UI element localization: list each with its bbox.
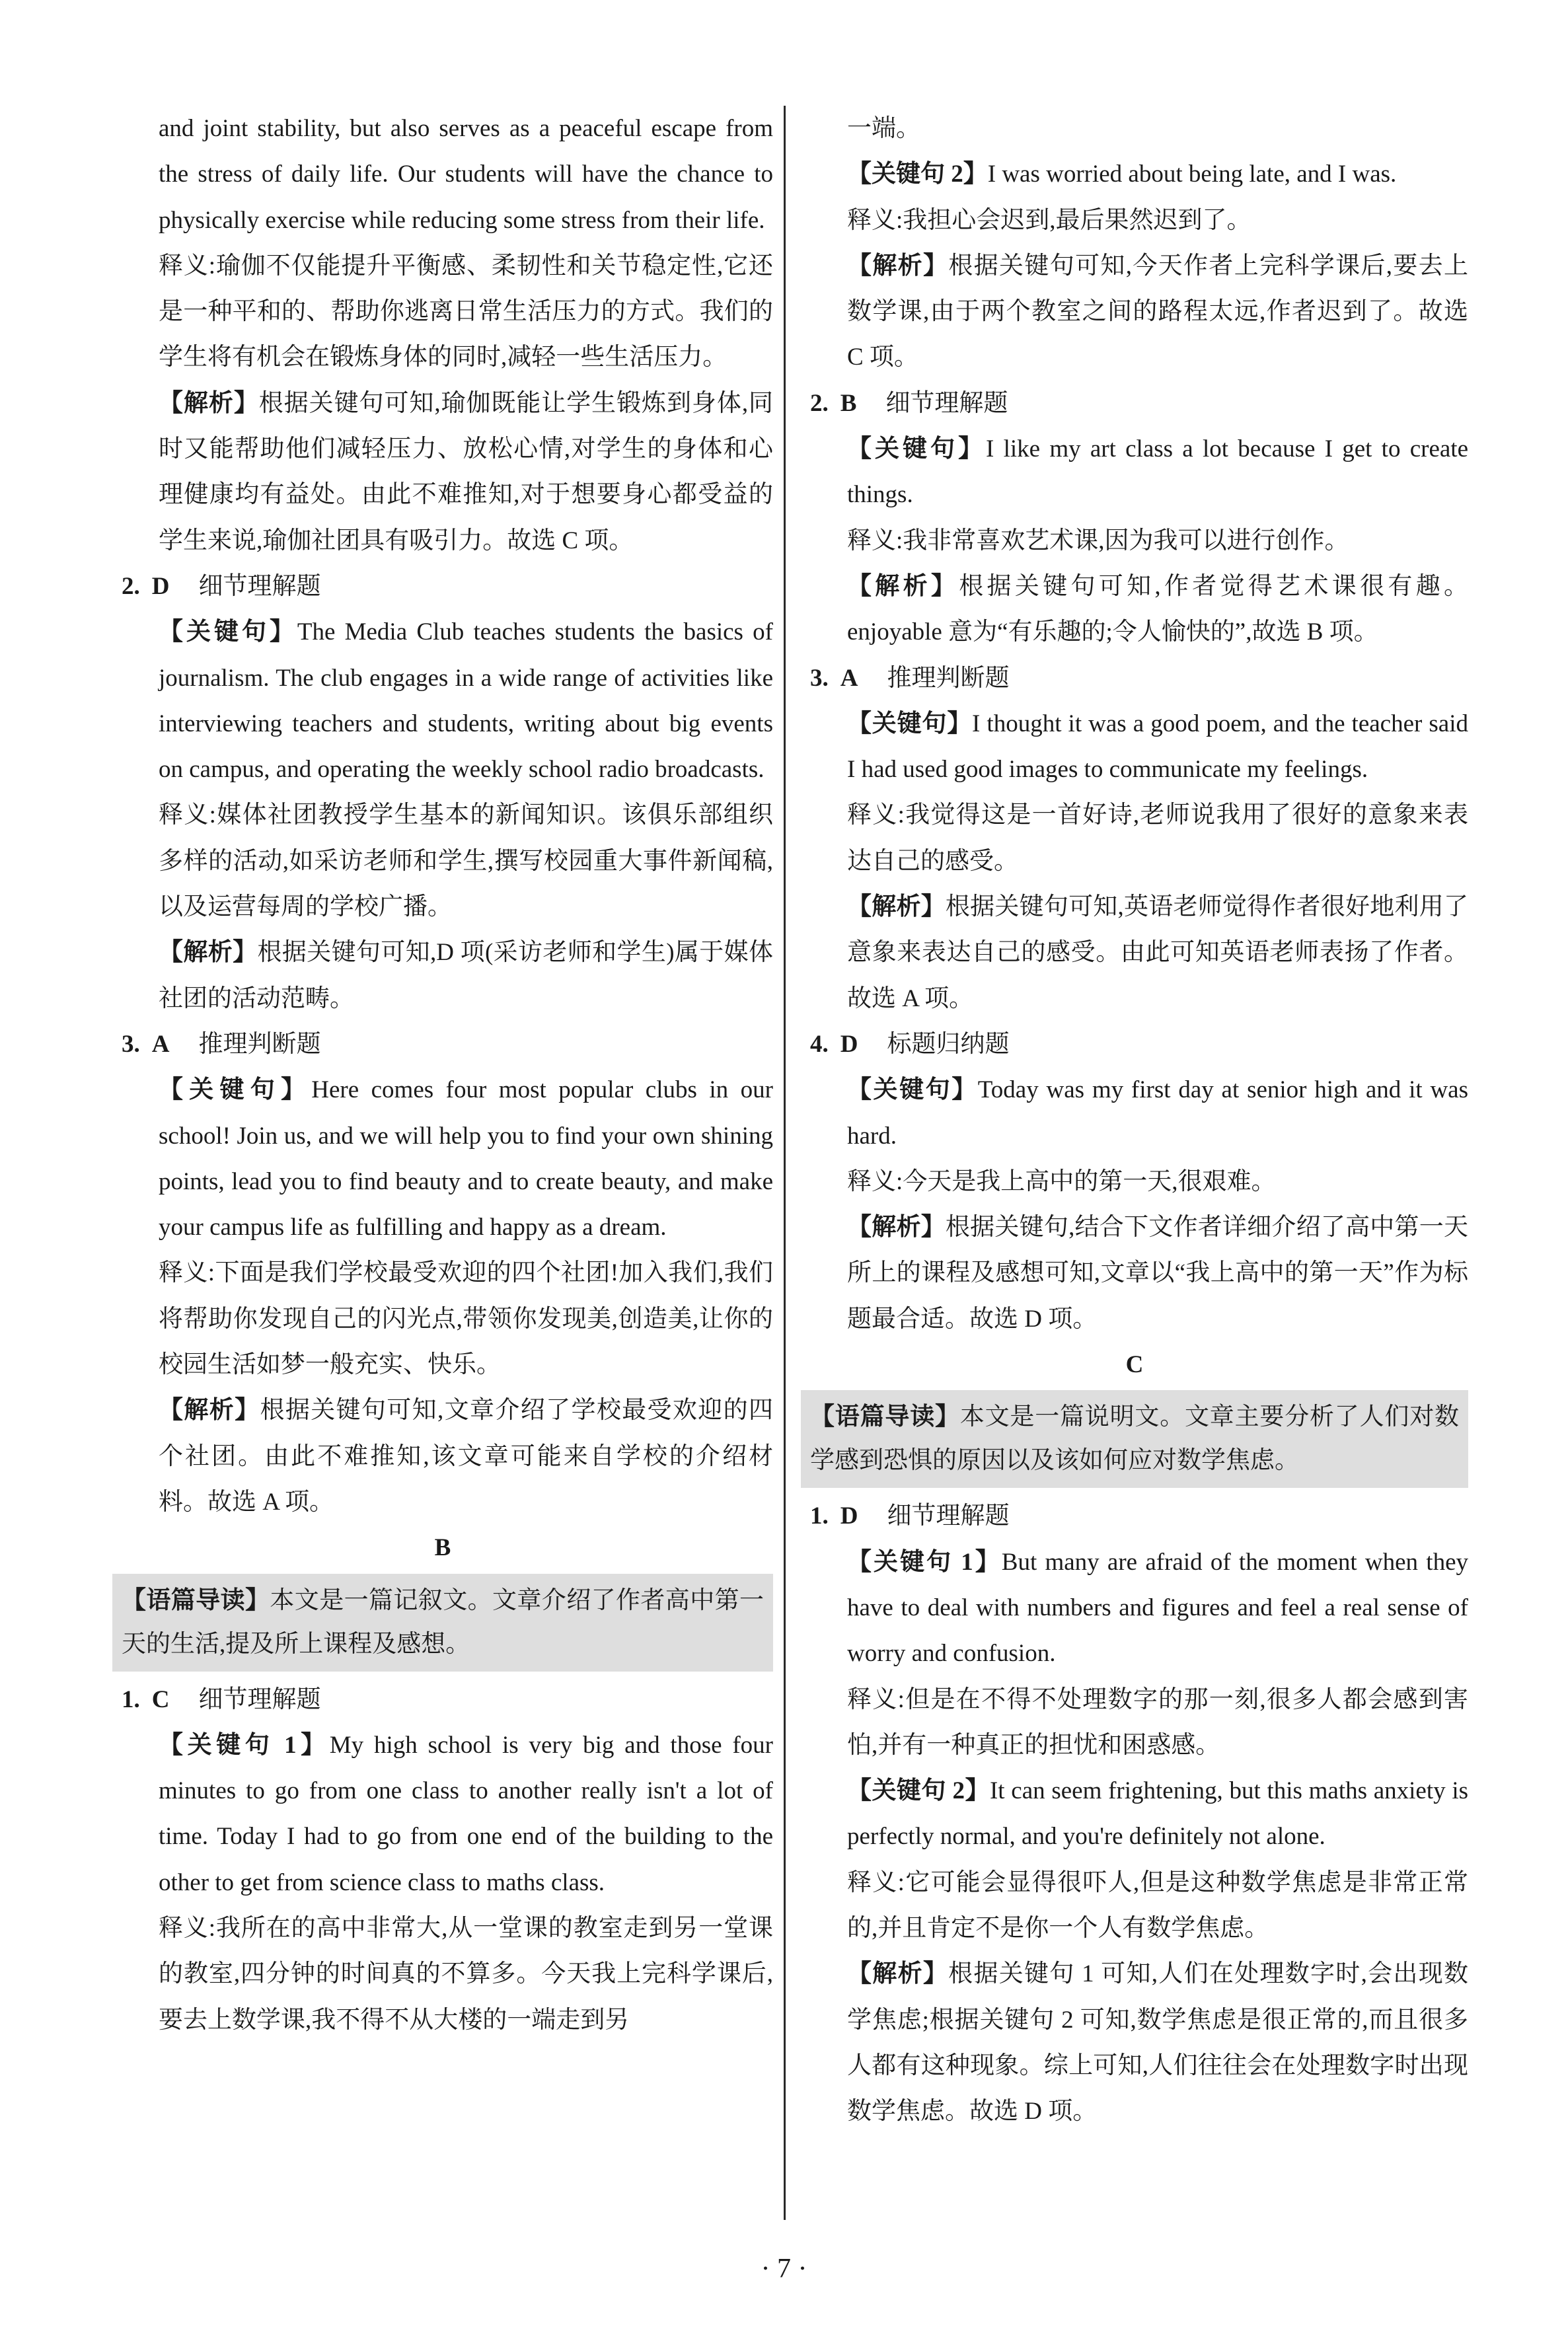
paragraph-translation: 释义:我非常喜欢艺术课,因为我可以进行创作。 bbox=[847, 527, 1349, 554]
paragraph-translation: 释义:但是在不得不处理数字的那一刻,很多人都会感到害怕,并有一种真正的担忧和困惑感。 bbox=[847, 1685, 1469, 1759]
question-header-b2: 2. B 细节理解题 bbox=[810, 389, 1008, 417]
paragraph-translation: 释义:我担心会迟到,最后果然迟到了。 bbox=[847, 206, 1251, 234]
question-header-b1: 1. C 细节理解题 bbox=[122, 1685, 321, 1713]
paragraph-key-sentence: 【关键句】The Media Club teaches students the basics of journalism. The club engages in a wide range of activities like interviewing teachers and students, writing about big events on campus, and operating the weekly school radio broadcasts. bbox=[159, 618, 773, 784]
paragraph-analysis: 【解析】根据关键句可知,瑜伽既能让学生锻炼到身体,同时又能帮助他们减轻压力、放松心情,对学生的身体和心理健康均有益处。由此不难推知,对于想要身心都受益的学生来说,瑜伽社团具有吸引力。故选 C 项。 bbox=[159, 389, 774, 554]
paragraph-translation-continued: 一端。 bbox=[847, 115, 920, 142]
label-translation: 释义: bbox=[159, 252, 216, 279]
paragraph-key-sentence: 【关键句 1】But many are afraid of the moment when they have to deal with numbers and figures and feel a real sense of worry and confusion. bbox=[847, 1548, 1468, 1668]
section-heading-c: C bbox=[1125, 1351, 1144, 1379]
page-number: · 7 · bbox=[761, 2254, 807, 2284]
question-header-a3: 3. A 推理判断题 bbox=[122, 1030, 321, 1058]
answer-letter: C bbox=[151, 1685, 170, 1713]
paragraph-translation: 释义:我所在的高中非常大,从一堂课的教室走到另一堂课的教室,四分钟的时间真的不算多。今天我上完科学课后,要去上数学课,我不得不从大楼的一端走到另 bbox=[159, 1914, 773, 2034]
paragraph-translation: 释义:我觉得这是一首好诗,老师说我用了很好的意象来表达自己的感受。 bbox=[847, 801, 1469, 875]
question-type: 细节理解题 bbox=[885, 389, 1008, 417]
paragraph-analysis: 【解析】根据关键句可知,英语老师觉得作者很好地利用了意象来表达自己的感受。由此可知英语老师表扬了作者。故选 A 项。 bbox=[847, 893, 1469, 1012]
question-header-b3: 3. A 推理判断题 bbox=[810, 664, 1010, 692]
paragraph-key-sentence: 【关键句 2】It can seem frightening, but this maths anxiety is perfectly normal, and you're definitely not alone. bbox=[847, 1777, 1469, 1851]
question-header-a2: 2. D 细节理解题 bbox=[122, 572, 321, 600]
paragraph-key-sentence: 【关键句】Today was my first day at senior high and it was hard. bbox=[847, 1076, 1468, 1150]
answer-letter: D bbox=[840, 1030, 858, 1058]
paragraph-translation: 释义:下面是我们学校最受欢迎的四个社团!加入我们,我们将帮助你发现自己的闪光点,带领你发现美,创造美,让你的校园生活如梦一般充实、快乐。 bbox=[159, 1259, 773, 1379]
answer-letter: A bbox=[151, 1030, 170, 1058]
paragraph-analysis: 【解析】根据关键句可知,作者觉得艺术课很有趣。enjoyable 意为“有乐趣的;令人愉快的”,故选 B 项。 bbox=[847, 572, 1469, 646]
question-header-c1: 1. D 细节理解题 bbox=[810, 1502, 1010, 1530]
answer-letter: B bbox=[840, 389, 857, 417]
question-type: 细节理解题 bbox=[198, 1685, 321, 1713]
right-column bbox=[801, 106, 1468, 2134]
question-type: 细节理解题 bbox=[887, 1502, 1010, 1530]
paragraph-analysis: 【解析】根据关键句,结合下文作者详细介绍了高中第一天所上的课程及感想可知,文章以“我上高中的第一天”作为标题最合适。故选 D 项。 bbox=[847, 1214, 1469, 1333]
paragraph-key-sentence: 【关键句 1】My high school is very big and those four minutes to go from one class to another really isn't a lot of time. Today I had to go from one end of the building to the other to get from science class to maths class. bbox=[159, 1731, 773, 1896]
paragraph-translation: 释义:瑜伽不仅能提升平衡感、柔韧性和关节稳定性,它还是一种平和的、帮助你逃离日常生活压力的方式。我们的学生将有机会在锻炼身体的同时,减轻一些生活压力。 bbox=[159, 252, 773, 371]
label-analysis: 【解析】 bbox=[159, 389, 259, 417]
column-divider bbox=[784, 106, 786, 2220]
answer-letter: A bbox=[840, 664, 858, 692]
paragraph-analysis: 【解析】根据关键句可知,文章介绍了学校最受欢迎的四个社团。由此不难推知,该文章可能来自学校的介绍材料。故选 A 项。 bbox=[159, 1397, 774, 1516]
paragraph-translation: 释义:它可能会显得很吓人,但是这种数学焦虑是非常正常的,并且肯定不是你一个人有数学焦虑。 bbox=[847, 1868, 1469, 1942]
question-header-b4: 4. D 标题归纳题 bbox=[810, 1030, 1010, 1058]
question-type: 标题归纳题 bbox=[887, 1030, 1010, 1058]
paragraph-analysis: 【解析】根据关键句可知,D 项(采访老师和学生)属于媒体社团的活动范畴。 bbox=[159, 939, 773, 1012]
question-type: 细节理解题 bbox=[198, 572, 321, 600]
paragraph-key-sentence: 【关键句】I thought it was a good poem, and the teacher said I had used good images to communicate my feelings. bbox=[847, 710, 1469, 784]
question-type: 推理判断题 bbox=[887, 664, 1010, 692]
reading-guide-box-c: 【语篇导读】本文是一篇说明文。文章主要分析了人们对数学感到恐惧的原因以及该如何应对数学焦虑。 bbox=[801, 1390, 1468, 1488]
paragraph-key-sentence: 【关键句】I like my art class a lot because I get to create things. bbox=[847, 435, 1468, 509]
section-heading-b: B bbox=[434, 1534, 451, 1562]
answer-letter: D bbox=[151, 572, 170, 600]
paragraph-translation: 释义:今天是我上高中的第一天,很艰难。 bbox=[847, 1167, 1276, 1195]
question-type: 推理判断题 bbox=[198, 1030, 321, 1058]
paragraph-analysis: 【解析】根据关键句可知,今天作者上完科学课后,要去上数学课,由于两个教室之间的路程太远,作者迟到了。故选 C 项。 bbox=[847, 252, 1469, 371]
paragraph-analysis: 【解析】根据关键句 1 可知,人们在处理数字时,会出现数学焦虑;根据关键句 2 可知,数学焦虑是很正常的,而且很多人都有这种现象。综上可知,人们往往会在处理数字时出现数学焦虑。故选 D 项。 bbox=[847, 1960, 1469, 2125]
paragraph-key-sentence: 【关键句 2】I was worried about being late, and I was. bbox=[847, 161, 1397, 188]
paragraph-translation: 释义:媒体社团教授学生基本的新闻知识。该俱乐部组织多样的活动,如采访老师和学生,撰写校园重大事件新闻稿,以及运营每周的学校广播。 bbox=[159, 801, 774, 921]
answer-letter: D bbox=[840, 1502, 858, 1530]
reading-guide-box-b: 【语篇导读】本文是一篇记叙文。文章介绍了作者高中第一天的生活,提及所上课程及感想。 bbox=[112, 1574, 773, 1672]
paragraph-key-sentence-continued: and joint stability, but also serves as a peaceful escape from the stress of daily life. Our students will have the chance to physically exercise while reducing some stress from their life. bbox=[159, 115, 773, 234]
left-column bbox=[112, 106, 773, 2043]
paragraph-key-sentence: 【关键句】Here comes four most popular clubs in our school! Join us, and we will help you to find your own shining points, lead you to find beauty and to create beauty, and make your campus life as fulfilling and happy as a dream. bbox=[159, 1076, 773, 1241]
